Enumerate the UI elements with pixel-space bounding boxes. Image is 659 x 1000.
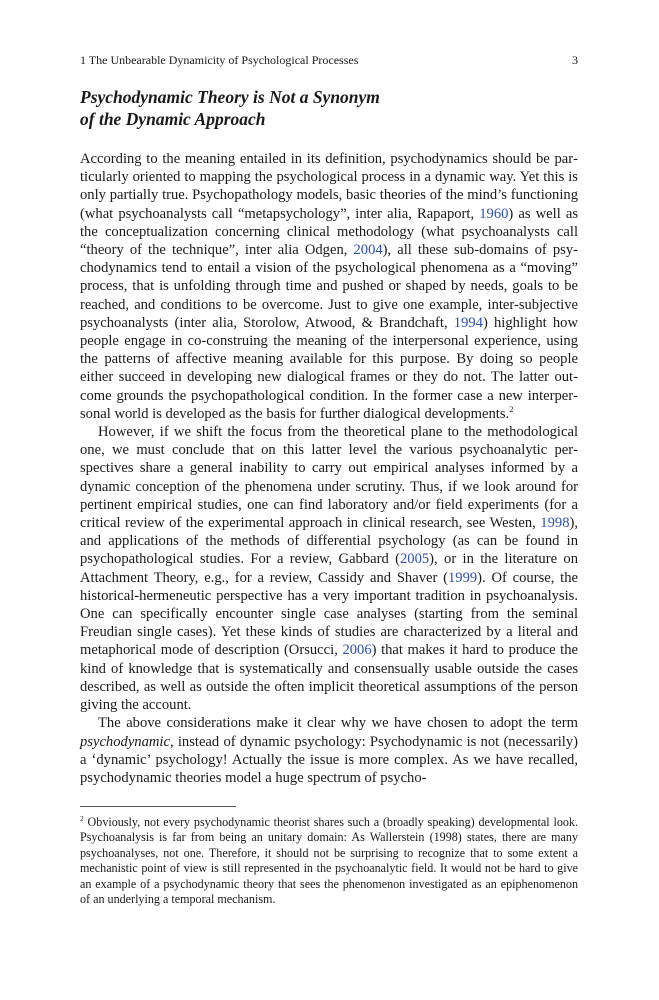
- text-run: , instead of dynamic psychology: Psychodynamic is not (necessarily) a ‘dynamic’ psychology! Actually the issue is more complex. As we have recalled, psychodynamic theories model a huge spectrum of psycho-: [80, 733, 578, 786]
- text-run: The above considerations make it clear why we have chosen to adopt the term: [98, 715, 578, 732]
- section-heading: [80, 86, 578, 130]
- section-heading-line-2: of the Dynamic Approach: [80, 109, 266, 129]
- body-text: [80, 150, 578, 787]
- text-run: ) highlight how people engage in co-construing the meaning of the interpersonal experience, using the patterns of affective meaning available for this purpose. By doing so people either succeed in developing new dialogical frames or they do not. The latter outcome grounds the psychopathological condition. In the former case a new interpersonal world is developed as the basis for further dialogical developments.: [80, 314, 578, 422]
- text-run: According to the meaning entailed in its definition, psychodynamics should be particularly oriented to mapping the psychological process in a dynamic way. Yet this is only partially true. Psychopathology models, basic theories of the mind’s functioning (what psychoanalysts call “metapsychology”, inter alia: [80, 151, 578, 222]
- footnote: [80, 815, 578, 907]
- footnote-divider: [80, 806, 236, 807]
- running-head-title: 1 The Unbearable Dynamicity of Psychological Processes: [80, 53, 359, 67]
- paragraph-3: [80, 714, 578, 787]
- text-run: ). Of course, the historical-hermeneutic perspective has a very important tradition in psychoanalysis. One can specifically encounter single case analyses (starting from the seminal Freudian single cases). Yet these kinds of studies are characterized by a literal and metaphorical mode of description (Orsucci,: [80, 569, 578, 659]
- citation-link-orsucci[interactable]: 2006: [342, 642, 372, 659]
- text-run: ) that makes it hard to produce the kind of knowledge that is systematically and consensually usable outside the cases described, as well as outside the often implicit theoretical assumptions of the person giving the account.: [80, 642, 578, 714]
- footnote-reference[interactable]: 2: [509, 403, 514, 414]
- citation-link-cassidy-shaver[interactable]: 1999: [447, 569, 478, 586]
- footnote-text: Obviously, not every psychodynamic theorist shares such a (broadly speaking) developmental look. Psychoanalysis is far from being an unitary domain: As Wallerstein (1998) states, there are many psychoanalyses, not one. Therefore, it should not be surprising to recognize that to some extent a mechanistic point of view is still represented in the psychoanalytic field. It would not be hard to give an example of a psychodynamic theory that sees the phenomenon investigated as an epiphenomenon of an underlying a temporal mechanism.: [80, 815, 578, 907]
- citation-link-storolow[interactable]: 1994: [453, 314, 483, 331]
- citation-link-rapaport[interactable]: 1960: [479, 205, 509, 222]
- text-run: ), and applications of the methods of differential psychology (as can be found in psychopathological studies. For a review, Gabbard (: [80, 515, 578, 568]
- text-run: However, if we shift the focus from the theoretical plane to the methodological one, we must conclude that on this latter level the various psychoanalytic perspectives share a general inability to carry out empirical analyses informed by a dynamic conception of the phenomena under scrutiny. Thus, if we look around for pertinent empirical studies, one can find laboratory and/or field experiments (for a critical review of the experimental approach in clinical research, see Westen,: [80, 424, 578, 532]
- text-run: ), or in the literature on Attachment Theory, e.g., for a review, Cassidy and Shaver (: [80, 551, 578, 586]
- section-heading-line-1: Psychodynamic Theory is Not a Synonym: [80, 87, 380, 107]
- page-number: 3: [572, 53, 578, 67]
- footnote-marker: 2: [80, 813, 84, 823]
- citation-link-odgen[interactable]: 2004: [353, 242, 383, 259]
- citation-link-westen[interactable]: 1998: [540, 515, 570, 532]
- paragraph-2: [80, 423, 578, 714]
- paragraph-1: [80, 150, 578, 423]
- text-run: ), all these sub-domains of psychodynamics tend to entail a vision of the psychological phenomena as a “moving” process, that is unfolding through time and pushed or shaped by needs, goals to be reached, and conditions to be overcome. Just to give one example, inter-subjective psychoanalysts (inter alia, Storolow, Atwood, & Brandchaft,: [80, 242, 578, 331]
- text-run: , Rapaport,: [408, 205, 480, 222]
- citation-link-gabbard[interactable]: 2005: [399, 551, 430, 568]
- emphasis-term: psychodynamic: [80, 733, 170, 750]
- text-run: ) as well as the conceptualization concerning clinical methodology (what psychoanalysts call “theory of the technique”, inter alia Odgen,: [80, 205, 579, 259]
